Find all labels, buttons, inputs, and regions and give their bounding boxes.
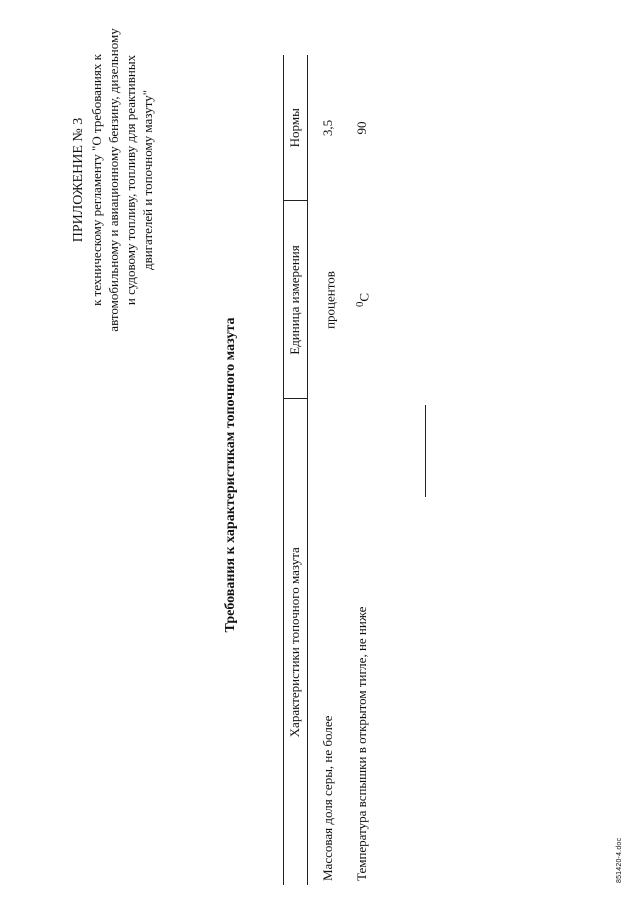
appendix-line: двигателей и топочному мазуту" (140, 89, 155, 271)
cell-norm: 3,5 (320, 119, 335, 137)
cell-characteristic: Массовая доля серы, не более (320, 715, 335, 881)
cell-characteristic: Температура вспышки в открытом тигле, не ниже (354, 606, 370, 881)
unit-text: C (356, 292, 372, 302)
unit-superscript: 0 (354, 301, 367, 308)
appendix-title: ПРИЛОЖЕНИЕ № 3 (71, 117, 86, 243)
appendix-line: к техническому регламенту "О требованиях к (89, 54, 104, 306)
column-header-norm: Нормы (284, 55, 308, 201)
cell-unit (342, 201, 376, 399)
cell-unit (308, 201, 343, 399)
column-header-characteristic: Характеристики топочного мазута (284, 399, 308, 885)
unit-text: процентов (322, 271, 338, 329)
table-header-row (284, 55, 308, 885)
requirements-table (283, 55, 377, 885)
appendix-line: и судовому топливу, топливу для реактивных (123, 54, 138, 306)
appendix-header (70, 10, 156, 350)
table-row (308, 55, 343, 885)
document-title: Требования к характеристикам топочного мазута (223, 317, 238, 633)
closing-rule-divider (425, 405, 426, 497)
cell-norm: 90 (354, 121, 370, 135)
appendix-line: автомобильному и авиационному бензину, дизельному (106, 28, 121, 332)
table-row (342, 55, 376, 885)
document-code: 851420-4.doc (616, 837, 623, 883)
column-header-unit: Единица измерения (284, 201, 308, 399)
